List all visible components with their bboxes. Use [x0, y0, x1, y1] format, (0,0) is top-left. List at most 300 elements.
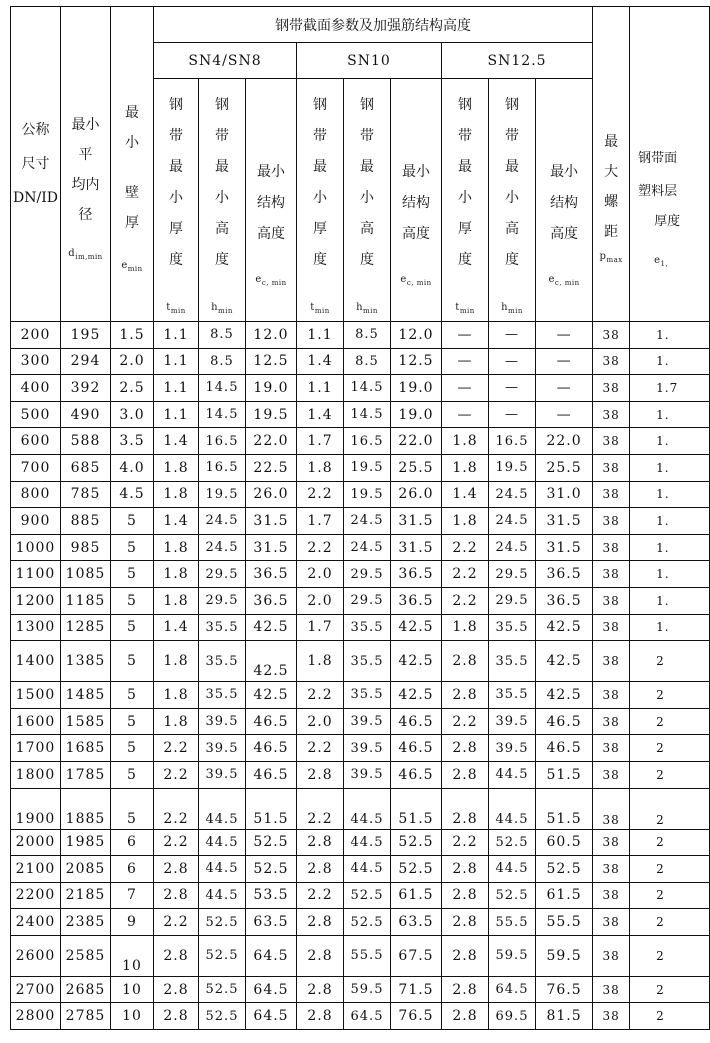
cell-value: 46.5: [391, 735, 442, 762]
cell-value: 44.5: [199, 788, 246, 829]
cell-min-wall: 5: [111, 735, 154, 762]
subheader-char: 度: [360, 251, 374, 268]
cell-value: 1.8: [154, 454, 199, 481]
subheader-char: 最: [505, 158, 519, 175]
cell-value: 35.5: [199, 614, 246, 641]
cell-value: 2.8: [442, 788, 489, 829]
table-row: [11, 614, 710, 641]
h-e-c1: 小: [125, 134, 139, 151]
cell-nominal-size: 1300: [11, 614, 61, 641]
subheader-char: 钢: [169, 96, 183, 113]
cell-value: 46.5: [246, 761, 297, 788]
cell-value: 1.4: [442, 481, 489, 508]
cell-cover-thickness: 1.: [630, 401, 710, 428]
cell-value: 1.1: [297, 322, 344, 349]
cell-value: 1.8: [442, 454, 489, 481]
cell-value: 2.8: [442, 909, 489, 936]
cell-value: 44.5: [344, 856, 391, 883]
cell-value: 1.4: [154, 508, 199, 535]
table-row: [11, 682, 710, 709]
cell-value: 52.5: [246, 856, 297, 883]
cell-cover-thickness: 1.: [630, 534, 710, 561]
cell-value: 16.5: [344, 428, 391, 455]
cell-min-inner-diameter: 2585: [61, 935, 111, 976]
cell-value: 61.5: [536, 882, 593, 909]
cell-value: 44.5: [199, 856, 246, 883]
cell-min-inner-diameter: 685: [61, 454, 111, 481]
subheader-steel-min-height-1: [344, 79, 391, 322]
cell-value: 42.5: [246, 614, 297, 641]
cell-value: 2.8: [297, 829, 344, 856]
subheader-char: 高度: [257, 226, 285, 242]
cell-min-wall: 6: [111, 829, 154, 856]
cell-value: —: [442, 375, 489, 402]
cell-value: 36.5: [536, 561, 593, 588]
table-body: [11, 322, 710, 1030]
cell-value: 2.8: [442, 882, 489, 909]
cell-min-wall: 10: [111, 935, 154, 976]
h-p-c0: 最: [604, 133, 619, 150]
subheader-char: 度: [313, 251, 327, 268]
cell-value: 1.7: [297, 508, 344, 535]
cell-value: 1.8: [442, 508, 489, 535]
cell-value: 42.5: [246, 682, 297, 709]
cell-value: 59.5: [536, 935, 593, 976]
cell-value: 67.5: [391, 935, 442, 976]
cell-min-inner-diameter: 1085: [61, 561, 111, 588]
cell-value: 52.5: [391, 829, 442, 856]
table-row: [11, 428, 710, 455]
subheader-steel-min-thickness-2: [442, 79, 489, 322]
subheader-symbol: $e_{c, min}$: [548, 274, 580, 287]
table-row: [11, 481, 710, 508]
cell-value: 44.5: [344, 829, 391, 856]
cell-value: 39.5: [344, 735, 391, 762]
cell-value: 52.5: [199, 1003, 246, 1030]
cell-value: 52.5: [199, 976, 246, 1003]
cell-value: 39.5: [199, 708, 246, 735]
cell-value: 44.5: [199, 882, 246, 909]
table-row: [11, 508, 710, 535]
cell-min-wall: 5: [111, 587, 154, 614]
cell-value: 12.0: [246, 322, 297, 349]
cell-value: 2.8: [297, 856, 344, 883]
table-row: [11, 829, 710, 856]
cell-value: 2.8: [297, 935, 344, 976]
table-row: [11, 587, 710, 614]
cell-value: 46.5: [536, 735, 593, 762]
cell-nominal-size: 600: [11, 428, 61, 455]
cell-value: 76.5: [391, 1003, 442, 1030]
cell-min-inner-diameter: 392: [61, 375, 111, 402]
cell-min-inner-diameter: 1785: [61, 761, 111, 788]
cell-value: 14.5: [199, 401, 246, 428]
cell-nominal-size: 700: [11, 454, 61, 481]
cell-nominal-size: 1200: [11, 587, 61, 614]
cell-value: 25.5: [391, 454, 442, 481]
h-d-c1: 小: [85, 116, 100, 133]
cell-value: 2.8: [297, 761, 344, 788]
subheader-symbol: $h_{min}$: [356, 301, 378, 315]
cell-min-inner-diameter: 588: [61, 428, 111, 455]
cell-value: 42.5: [536, 614, 593, 641]
h-e-c0: 最: [125, 104, 139, 121]
cell-value: 46.5: [536, 708, 593, 735]
table-row: [11, 788, 710, 829]
cell-value: 42.5: [391, 614, 442, 641]
subheader-symbol: $t_{min}$: [166, 301, 186, 315]
cell-cover-thickness: 2: [630, 856, 710, 883]
cell-max-pitch: 38: [593, 708, 630, 735]
cell-value: 2.8: [442, 641, 489, 682]
cell-nominal-size: 2000: [11, 829, 61, 856]
cell-value: 1.8: [154, 708, 199, 735]
cell-value: 24.5: [199, 534, 246, 561]
cell-value: —: [489, 375, 536, 402]
cell-value: 35.5: [344, 641, 391, 682]
cell-max-pitch: 38: [593, 561, 630, 588]
h-p-c3: 距: [604, 223, 619, 240]
cell-value: 1.8: [297, 641, 344, 682]
cell-cover-thickness: 2: [630, 761, 710, 788]
cell-min-wall: 5: [111, 788, 154, 829]
subheader-char: 厚: [313, 220, 327, 237]
subheader-char: 高: [215, 220, 229, 237]
cell-nominal-size: 800: [11, 481, 61, 508]
cell-value: 71.5: [391, 976, 442, 1003]
cell-value: 36.5: [391, 587, 442, 614]
cell-nominal-size: 1800: [11, 761, 61, 788]
cell-value: 44.5: [199, 829, 246, 856]
h-e-c2: 壁: [125, 184, 139, 201]
cell-value: 2.2: [297, 481, 344, 508]
cell-value: 53.5: [246, 882, 297, 909]
subheader-char: 结构: [257, 195, 285, 211]
cell-min-wall: 4.5: [111, 481, 154, 508]
subheader-char: 最小: [257, 164, 285, 180]
cell-value: 35.5: [199, 641, 246, 682]
cell-value: 2.0: [297, 708, 344, 735]
subheader-symbol: $t_{min}$: [310, 301, 330, 315]
cell-value: 2.2: [154, 735, 199, 762]
cell-min-inner-diameter: 490: [61, 401, 111, 428]
cell-value: 2.2: [154, 788, 199, 829]
cell-value: 42.5: [536, 641, 593, 682]
header-class-sn10: SN10: [297, 43, 442, 79]
cell-min-wall: 5: [111, 534, 154, 561]
cell-max-pitch: 38: [593, 641, 630, 682]
cell-value: 31.5: [536, 534, 593, 561]
subheader-char: 带: [458, 127, 472, 144]
cell-cover-thickness: 2: [630, 1003, 710, 1030]
cell-value: 35.5: [489, 614, 536, 641]
cell-cover-thickness: 2: [630, 976, 710, 1003]
cell-value: 46.5: [246, 735, 297, 762]
cell-value: 42.5: [246, 641, 297, 682]
cell-max-pitch: 38: [593, 909, 630, 936]
cell-cover-thickness: 1.: [630, 508, 710, 535]
cell-max-pitch: 38: [593, 788, 630, 829]
subheader-char: 小: [169, 189, 183, 206]
cell-min-inner-diameter: 2085: [61, 856, 111, 883]
cell-value: 2.2: [442, 708, 489, 735]
cell-value: —: [442, 322, 489, 349]
cell-value: 39.5: [489, 708, 536, 735]
cell-cover-thickness: 1.: [630, 348, 710, 375]
cell-value: 55.5: [344, 935, 391, 976]
subheader-char: 带: [313, 127, 327, 144]
cell-value: 2.8: [442, 935, 489, 976]
header-nominal-line2: 尺寸: [21, 156, 50, 172]
subheader-char: 带: [169, 127, 183, 144]
table-row: [11, 909, 710, 936]
cell-value: 31.5: [536, 508, 593, 535]
cell-value: 64.5: [246, 1003, 297, 1030]
cell-value: 31.5: [391, 508, 442, 535]
cell-value: 16.5: [489, 428, 536, 455]
cell-value: 1.4: [154, 614, 199, 641]
cell-min-inner-diameter: 2185: [61, 882, 111, 909]
cell-value: 44.5: [489, 856, 536, 883]
subheader-char: 小: [505, 189, 519, 206]
cell-value: 24.5: [344, 534, 391, 561]
cell-value: 19.0: [391, 375, 442, 402]
header-class-sn4-sn8: SN4/SN8: [154, 43, 297, 79]
cell-value: 8.5: [344, 322, 391, 349]
cell-value: 2.8: [154, 882, 199, 909]
cell-value: —: [442, 401, 489, 428]
cell-value: 44.5: [489, 761, 536, 788]
cell-value: 35.5: [489, 641, 536, 682]
cell-max-pitch: 38: [593, 454, 630, 481]
cell-value: 2.2: [297, 534, 344, 561]
table-row: [11, 882, 710, 909]
h-e-c3: 厚: [125, 214, 139, 231]
cell-nominal-size: 2700: [11, 976, 61, 1003]
cell-value: 51.5: [536, 761, 593, 788]
header-nominal-line3: DN/ID: [13, 190, 58, 206]
subheader-char: 带: [505, 127, 519, 144]
h-p-symbol: $p_{max}$: [599, 250, 623, 264]
cell-value: 2.8: [297, 976, 344, 1003]
cell-value: 1.8: [154, 481, 199, 508]
cell-value: 2.2: [154, 829, 199, 856]
cell-min-wall: 3.5: [111, 428, 154, 455]
subheader-char: 最: [458, 158, 472, 175]
cell-min-inner-diameter: 1485: [61, 682, 111, 709]
cell-value: —: [489, 348, 536, 375]
cell-value: 24.5: [199, 508, 246, 535]
h-p-c1: 大: [604, 163, 619, 180]
cell-value: 51.5: [391, 788, 442, 829]
header-max-pitch: [593, 7, 630, 322]
cell-value: 2.8: [442, 856, 489, 883]
header-nominal-size: [11, 7, 61, 322]
subheader-char: 高: [505, 220, 519, 237]
cell-value: 39.5: [344, 708, 391, 735]
cell-value: 1.1: [154, 375, 199, 402]
h-e-symbol: $e_{min}$: [121, 259, 143, 273]
h-d-c4: 内: [85, 176, 100, 193]
cell-value: 24.5: [489, 481, 536, 508]
cell-nominal-size: 1500: [11, 682, 61, 709]
subheader-steel-min-height-0: [199, 79, 246, 322]
cell-min-wall: 9: [111, 909, 154, 936]
cell-nominal-size: 1400: [11, 641, 61, 682]
cell-max-pitch: 38: [593, 935, 630, 976]
cell-value: 31.5: [391, 534, 442, 561]
cell-max-pitch: 38: [593, 587, 630, 614]
cell-min-inner-diameter: 2685: [61, 976, 111, 1003]
cell-value: 2.8: [154, 976, 199, 1003]
subheader-char: 最小: [402, 164, 430, 180]
cell-value: 60.5: [536, 829, 593, 856]
cell-value: 24.5: [489, 534, 536, 561]
subheader-steel-min-thickness-0: [154, 79, 199, 322]
cell-value: 64.5: [344, 1003, 391, 1030]
cell-value: —: [536, 322, 593, 349]
cell-value: 19.5: [344, 454, 391, 481]
subheader-symbol: $e_{c, min}$: [400, 274, 432, 287]
cell-value: 46.5: [246, 708, 297, 735]
cell-min-wall: 5: [111, 761, 154, 788]
cell-value: 1.8: [442, 614, 489, 641]
subheader-steel-min-thickness-1: [297, 79, 344, 322]
cell-value: —: [489, 322, 536, 349]
subheader-char: 度: [505, 251, 519, 268]
h-d-c2: 平: [78, 146, 93, 163]
cell-value: 1.4: [297, 401, 344, 428]
cell-max-pitch: 38: [593, 322, 630, 349]
subheader-steel-min-height-2: [489, 79, 536, 322]
cell-value: 1.4: [154, 428, 199, 455]
subheader-symbol: $t_{min}$: [455, 301, 475, 315]
cell-min-inner-diameter: 1185: [61, 587, 111, 614]
cell-nominal-size: 1100: [11, 561, 61, 588]
cell-cover-thickness: 1.7: [630, 375, 710, 402]
cell-value: 19.0: [391, 401, 442, 428]
header-min-wall: [111, 7, 154, 322]
h-d-c3: 均: [71, 176, 86, 193]
cell-value: 52.5: [344, 909, 391, 936]
cell-value: 1.7: [297, 428, 344, 455]
cell-value: 2.8: [154, 856, 199, 883]
table-row: [11, 1003, 710, 1030]
cell-value: 16.5: [199, 454, 246, 481]
cell-max-pitch: 38: [593, 348, 630, 375]
cell-value: 14.5: [344, 375, 391, 402]
subheader-char: 最小: [550, 164, 579, 180]
cell-max-pitch: 38: [593, 735, 630, 762]
cell-value: 29.5: [344, 587, 391, 614]
cell-value: 24.5: [489, 508, 536, 535]
cell-value: 2.2: [297, 788, 344, 829]
cell-max-pitch: 38: [593, 401, 630, 428]
subheader-char: 厚: [458, 220, 472, 237]
subheader-char: 最: [169, 158, 183, 175]
cell-value: 1.1: [154, 322, 199, 349]
cell-value: 52.5: [391, 856, 442, 883]
cell-max-pitch: 38: [593, 856, 630, 883]
cell-value: 1.7: [297, 614, 344, 641]
cell-nominal-size: 2600: [11, 935, 61, 976]
cell-value: 12.0: [391, 322, 442, 349]
cell-value: 35.5: [344, 682, 391, 709]
subheader-char: 钢: [215, 96, 229, 113]
cell-value: 52.5: [536, 856, 593, 883]
cell-min-wall: 5: [111, 641, 154, 682]
cell-cover-thickness: 1.: [630, 481, 710, 508]
subheader-char: 高度: [402, 226, 430, 242]
cell-min-inner-diameter: 1685: [61, 735, 111, 762]
h-c-l0: 钢带面: [638, 150, 678, 166]
cell-nominal-size: 300: [11, 348, 61, 375]
cell-cover-thickness: 1.: [630, 428, 710, 455]
cell-value: 46.5: [391, 761, 442, 788]
cell-value: 1.8: [154, 682, 199, 709]
header-class-sn12-5: SN12.5: [442, 43, 593, 79]
subheader-char: 最: [313, 158, 327, 175]
table-row: [11, 856, 710, 883]
cell-value: 1.1: [154, 348, 199, 375]
h-d-symbol: $d_{im,min}$: [68, 247, 103, 261]
cell-nominal-size: 1900: [11, 788, 61, 829]
subheader-min-structure-height-1: [391, 79, 442, 322]
cell-value: 16.5: [199, 428, 246, 455]
cell-nominal-size: 500: [11, 401, 61, 428]
cell-value: 22.0: [246, 428, 297, 455]
subheader-char: 小: [313, 189, 327, 206]
cell-value: 8.5: [344, 348, 391, 375]
cell-nominal-size: 900: [11, 508, 61, 535]
h-c-symbol: $e_{1,}$: [654, 254, 669, 268]
cell-min-inner-diameter: 1585: [61, 708, 111, 735]
cell-cover-thickness: 1.: [630, 587, 710, 614]
cell-value: 2.8: [442, 761, 489, 788]
table-row: [11, 976, 710, 1003]
cell-min-inner-diameter: 1385: [61, 641, 111, 682]
cell-cover-thickness: 2: [630, 708, 710, 735]
cell-max-pitch: 38: [593, 976, 630, 1003]
cell-value: —: [536, 348, 593, 375]
cell-value: 29.5: [489, 587, 536, 614]
cell-value: 1.8: [154, 641, 199, 682]
cell-value: 19.5: [246, 401, 297, 428]
cell-nominal-size: 1700: [11, 735, 61, 762]
cell-value: 19.0: [246, 375, 297, 402]
subheader-symbol: $h_{min}$: [211, 301, 233, 315]
cell-min-inner-diameter: 1285: [61, 614, 111, 641]
cell-min-inner-diameter: 785: [61, 481, 111, 508]
subheader-char: 结构: [550, 195, 579, 211]
cell-value: 52.5: [344, 882, 391, 909]
table-row: [11, 735, 710, 762]
subheader-char: 度: [458, 251, 472, 268]
cell-nominal-size: 2400: [11, 909, 61, 936]
header-min-inner-diameter: [61, 7, 111, 322]
cell-value: —: [536, 375, 593, 402]
cell-value: —: [536, 401, 593, 428]
cell-value: 8.5: [199, 322, 246, 349]
cell-min-inner-diameter: 985: [61, 534, 111, 561]
cell-value: 1.8: [154, 587, 199, 614]
cell-min-wall: 6: [111, 856, 154, 883]
cell-nominal-size: 1600: [11, 708, 61, 735]
cell-value: —: [442, 348, 489, 375]
cell-min-wall: 5: [111, 614, 154, 641]
cell-min-inner-diameter: 885: [61, 508, 111, 535]
cell-value: 2.8: [442, 976, 489, 1003]
